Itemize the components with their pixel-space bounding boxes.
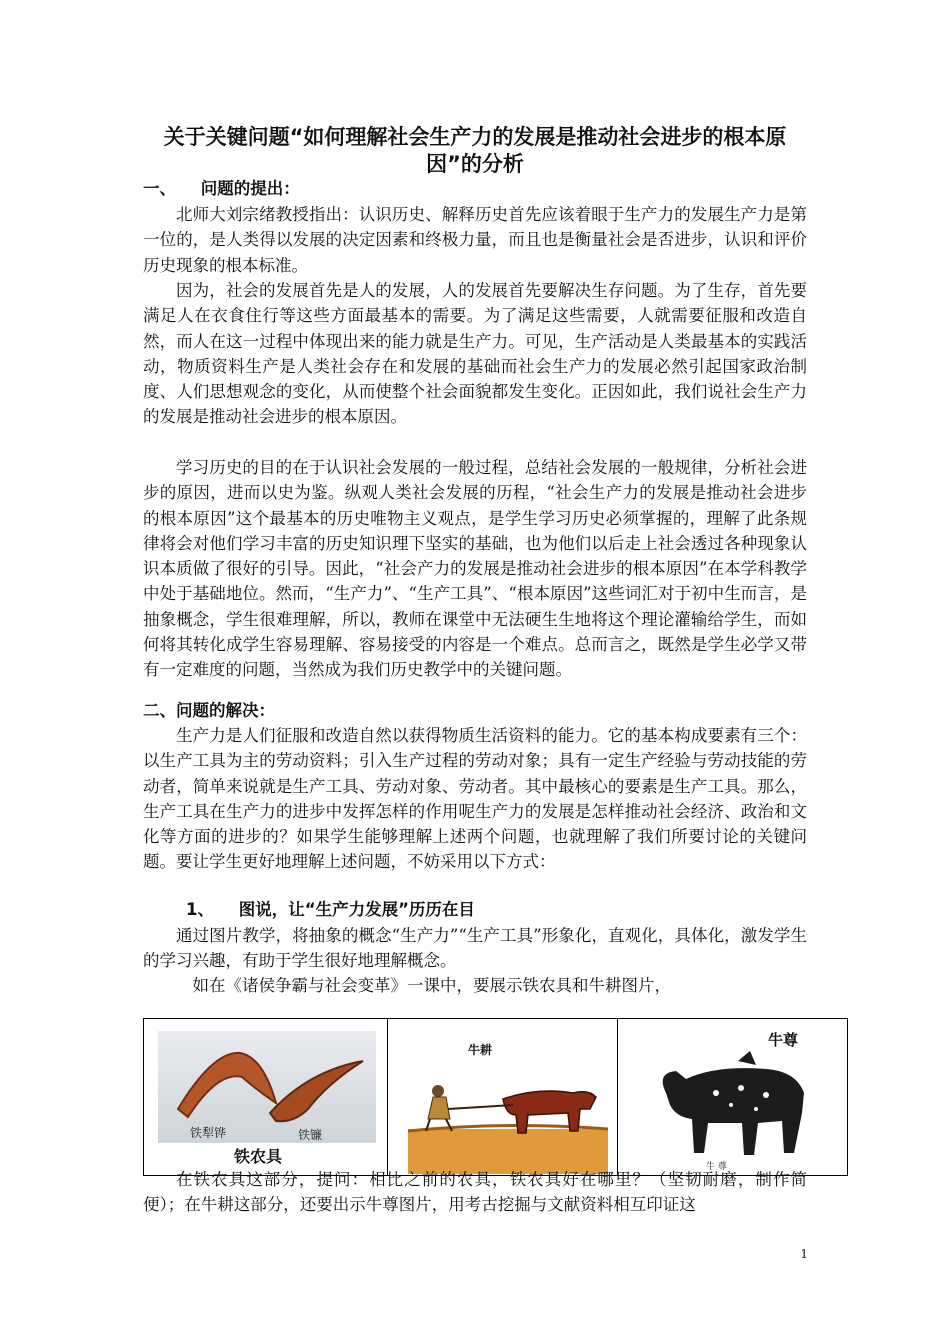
iron-tools-photo bbox=[158, 1031, 376, 1143]
section-heading-2: 二、问题的解决： bbox=[143, 701, 275, 720]
ox-zun-small-label: 牛 尊 bbox=[706, 1162, 727, 1171]
paragraph-4: 生产力是人们征服和改造自然以获得物质生活资料的能力。它的基本构成要素有三个：以生产工具为主的劳动资料；引入生产过程的劳动对象；具有一定生产经验与劳动技能的劳动者，简单来说就是生产工具、劳动对象、劳动者。其中最核心的要素是生产工具。那么，生产工具在生产力的进步中发挥怎样的作用呢生产力的发展是怎样推动社会经济、政治和文化等方面的进步的？如果学生能够理解上述两个问题，也就理解了我们所要讨论的关键问题。要让学生更好地理解上述问题，不妨采用以下方式： bbox=[143, 726, 807, 872]
paragraph-3: 学习历史的目的在于认识社会发展的一般过程，总结社会发展的一般规律，分析社会进步的原因，进而以史为鉴。纵观人类社会发展的历程，“社会生产力的发展是推动社会进步的根本原因”这个最基本的历史唯物主义观点，是学生学习历史必须掌握的，理解了此条规律将会对他们学习丰富的历史知识理下坚实的基础，也为他们以后走上社会透过各种现象认识本质做了很好的引导。因此，“社会产力的发展是推动社会进步的根本原因”在本学科教学中处于基础地位。然而，“生产力”、“生产工具”、“根本原因”这些词汇对于初中生而言，是抽象概念，学生很难理解，所以，教师在课堂中无法硬生生地将这个理论灌输给学生，而如何将其转化成学生容易理解、容易接受的内容是一个难点。总而言之，既然是学生必学又带有一定难度的问题，当然成为我们历史教学中的关键问题。 bbox=[143, 458, 807, 680]
figure-panel bbox=[143, 1018, 848, 1176]
paragraph-7: 在铁农具这部分，提问：相比之前的农具，铁农具好在哪里？（坚韧耐磨，制作简便）；在牛耕这部分，还要出示牛尊图片，用考古挖掘与文献资料相互印证这 bbox=[143, 1170, 807, 1214]
paragraph-1: 北师大刘宗绪教授指出：认识历史、解释历史首先应该着眼于生产力的发展生产力是第一位的，是人类得以发展的决定因素和终极力量，而且也是衡量社会是否进步，认识和评价历史现象的根本标准。 bbox=[143, 205, 807, 275]
ox-zun-cell bbox=[618, 1019, 847, 1175]
caption-ox-zun: 牛尊 bbox=[768, 1031, 799, 1049]
paragraph-2: 因为，社会的发展首先是人的发展，人的发展首先要解决生存问题。为了生存，首先要满足人在衣食住行等这些方面最基本的需要。为了满足这些需要，人就需要征服和改造自然，而人在这一过程中体现出来的能力就是生产力。可见，生产活动是人类最基本的实践活动，物质资料生产是人类社会存在和发展的基础而社会生产力的发展必然引起国家政治制度、人们思想观念的变化，从而使整个社会面貌都发生变化。正因如此，我们说社会生产力的发展是推动社会进步的根本原因。 bbox=[143, 281, 807, 427]
page-number: 1 bbox=[800, 1247, 808, 1261]
section-heading-1: 一、 问题的提出： bbox=[143, 179, 300, 198]
ox-plowing-cell bbox=[388, 1019, 618, 1175]
ox-zun-image bbox=[646, 1043, 816, 1171]
iron-tools-image bbox=[158, 1031, 376, 1143]
tool2-label: 铁镰 bbox=[298, 1128, 323, 1142]
ox-plowing-image bbox=[408, 1069, 608, 1174]
document-title: 关于关键问题“如何理解社会生产力的发展是推动社会进步的根本原因”的分析 bbox=[163, 125, 787, 176]
paragraph-5: 通过图片教学，将抽象的概念“生产力”“生产工具”形象化，直观化，具体化，激发学生的学习兴趣，有助于学生很好地理解概念。 bbox=[143, 926, 807, 971]
subheading-1: 1、 图说，让“生产力发展”历历在目 bbox=[186, 900, 475, 919]
tool1-label: 铁犁铧 bbox=[190, 1126, 227, 1140]
caption-iron-tools: 铁农具 bbox=[234, 1147, 283, 1166]
paragraph-6: 如在《诸侯争霸与社会变革》一课中，要展示铁农具和牛耕图片， bbox=[192, 976, 671, 995]
iron-tools-cell bbox=[144, 1019, 388, 1175]
caption-ox-plowing: 牛耕 bbox=[468, 1043, 493, 1057]
